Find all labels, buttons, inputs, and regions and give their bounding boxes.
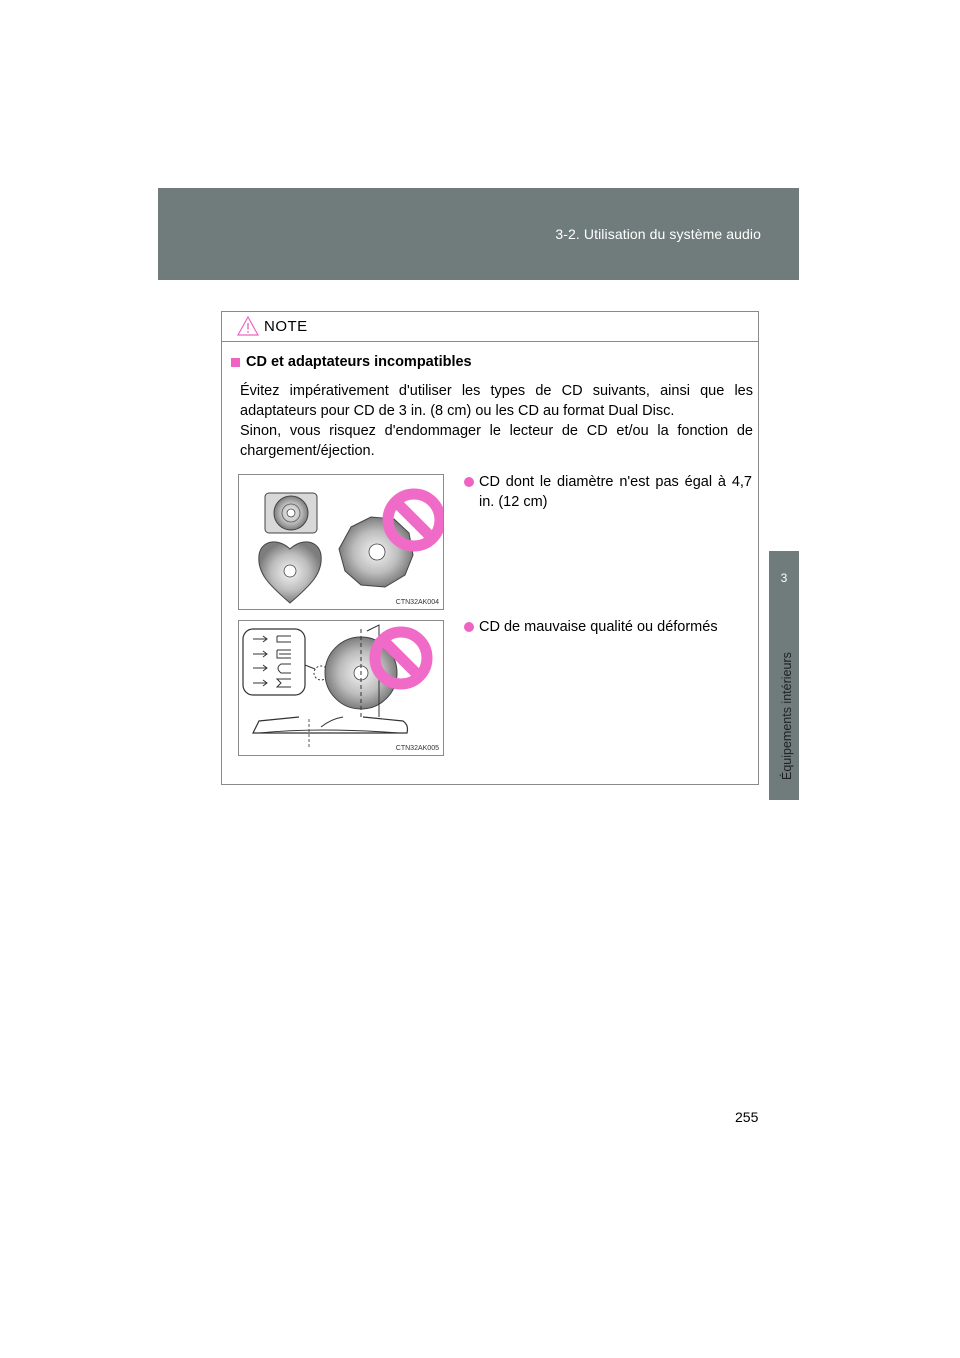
figure-wrong-diameter-cds: [238, 474, 444, 610]
list-item-text: CD de mauvaise qualité ou déformés: [479, 619, 718, 635]
chapter-number: 3: [780, 571, 788, 585]
square-bullet-icon: [231, 358, 240, 367]
list-item: [464, 472, 752, 512]
figure-deformed-cds: [238, 620, 444, 756]
note-heading-text: CD et adaptateurs incompatibles: [246, 354, 472, 370]
note-heading: [231, 354, 472, 370]
note-paragraph-1: Évitez impérativement d'utiliser les types de CD suivants, ainsi que les adaptateurs pour CD de 3 in. (8 cm) ou les CD au format Dual Disc.: [240, 383, 753, 419]
deformed-cd-illustration: [239, 621, 443, 755]
round-bullet-icon: [464, 622, 474, 632]
warning-triangle-icon: [237, 316, 259, 336]
round-bullet-icon: [464, 477, 474, 487]
figure-code: CTN32AK004: [395, 599, 439, 606]
note-label: NOTE: [264, 318, 308, 335]
list-item: [464, 617, 752, 637]
figure-code: CTN32AK005: [395, 745, 439, 752]
page-number: 255: [735, 1109, 759, 1125]
header-band: [158, 188, 799, 280]
note-paragraph-2: Sinon, vous risquez d'endommager le lecteur de CD et/ou la fonction de chargement/éjection.: [240, 423, 753, 459]
note-header: [222, 312, 758, 342]
list-item-text: CD dont le diamètre n'est pas égal à 4,7 in. (12 cm): [479, 474, 752, 510]
cd-shapes-illustration: [239, 475, 443, 609]
chapter-label: Équipements intérieurs: [780, 652, 794, 780]
section-title: 3-2. Utilisation du système audio: [555, 226, 761, 242]
note-box: [221, 311, 759, 785]
